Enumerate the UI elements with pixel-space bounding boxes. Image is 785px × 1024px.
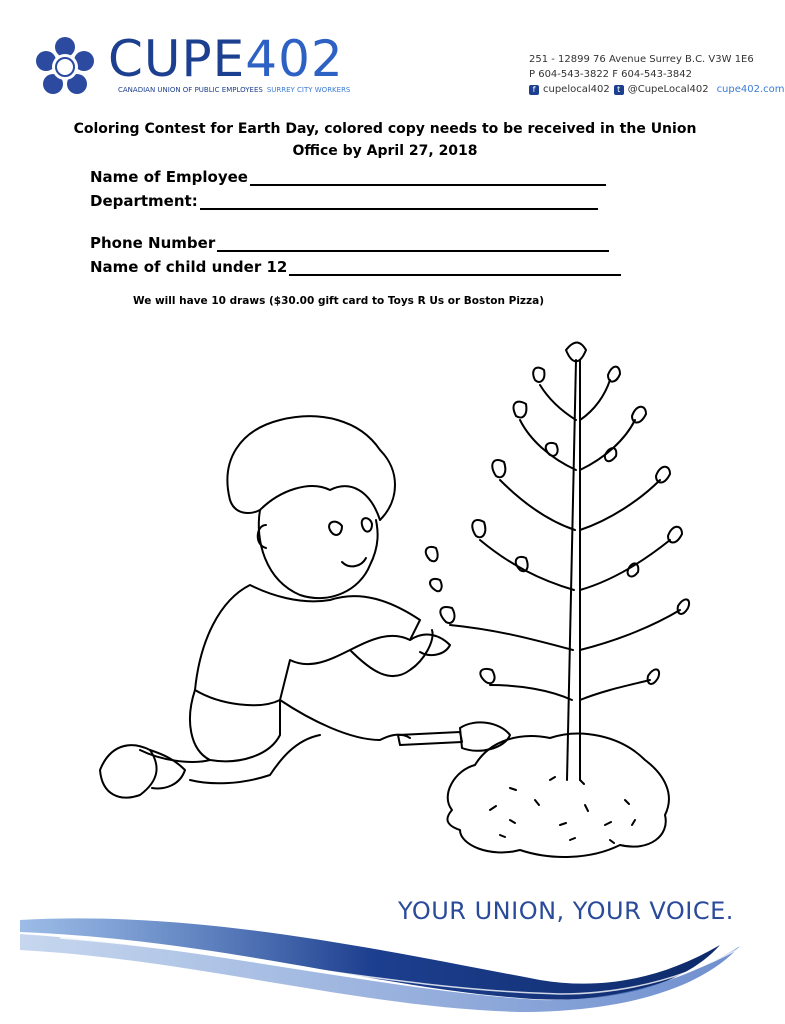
- social-links: [529, 82, 785, 97]
- boy-mouth: [342, 558, 366, 566]
- child-name-line[interactable]: [289, 260, 621, 276]
- letterhead: [0, 0, 785, 110]
- entry-form: [90, 162, 621, 276]
- facebook-icon: f: [529, 85, 539, 95]
- title-line-1: Coloring Contest for Earth Day, colored copy needs to be received in the Union: [73, 121, 697, 137]
- department-label: Department:: [90, 192, 198, 210]
- draws-notice: We will have 10 draws ($30.00 gift card to Toys R Us or Boston Pizza): [133, 295, 545, 307]
- twitter-handle[interactable]: @CupeLocal402: [627, 84, 709, 95]
- department-field[interactable]: [90, 186, 621, 210]
- boy-face: [259, 510, 378, 598]
- employee-name-label: Name of Employee: [90, 168, 248, 186]
- dirt-mound: [447, 734, 668, 857]
- phone-fax: P 604-543-3822 F 604-543-3842: [529, 69, 692, 80]
- address: 251 - 12899 76 Avenue Surrey B.C. V3W 1E6: [529, 54, 754, 65]
- phone-number-label: Phone Number: [90, 234, 216, 252]
- boy-eye-left: [329, 522, 342, 535]
- page-title: [0, 118, 770, 162]
- title-line-2: Office by April 27, 2018: [292, 143, 478, 159]
- boy-arm-left: [280, 700, 410, 740]
- cupe-flower-logo-icon: [34, 36, 96, 98]
- employee-name-line[interactable]: [250, 170, 606, 186]
- union-slogan: YOUR UNION, YOUR VOICE.: [398, 897, 734, 925]
- tree-branches: [450, 380, 680, 700]
- boy-shorts: [190, 690, 280, 761]
- logo-subtitle: CANADIAN UNION OF PUBLIC EMPLOYEES SURREY CITY WORKERS: [118, 86, 351, 94]
- child-name-field[interactable]: [90, 252, 621, 276]
- tree-leaves: [426, 343, 689, 684]
- logo-wordmark: CUPE402: [108, 30, 344, 88]
- boy-hair: [227, 416, 395, 520]
- boy-leg: [140, 735, 320, 783]
- boy-eye-right: [362, 518, 372, 532]
- employee-name-field[interactable]: [90, 162, 621, 186]
- phone-number-line[interactable]: [217, 236, 609, 252]
- contact-block: [529, 52, 785, 97]
- website-link[interactable]: cupe402.com: [716, 84, 785, 95]
- tree-trunk: [567, 360, 580, 780]
- department-line[interactable]: [200, 194, 598, 210]
- boy-shirt: [195, 585, 420, 705]
- child-name-label: Name of child under 12: [90, 258, 288, 276]
- boy-planting-tree-illustration: [80, 340, 690, 880]
- phone-number-field[interactable]: [90, 228, 621, 252]
- facebook-handle[interactable]: cupelocal402: [543, 84, 610, 95]
- twitter-icon: t: [614, 85, 624, 95]
